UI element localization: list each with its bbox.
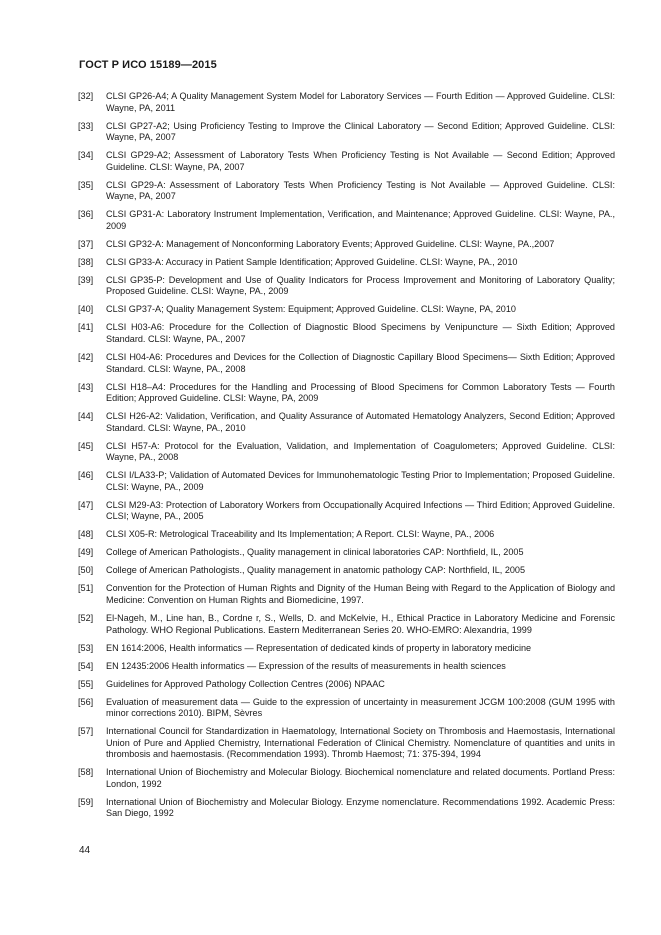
reference-number: [34] bbox=[78, 150, 94, 161]
reference-number: [44] bbox=[78, 411, 94, 422]
reference-text: EN 12435:2006 Health informatics — Expression of the results of measurements in health sciences bbox=[106, 660, 506, 671]
reference-number: [46] bbox=[78, 470, 94, 481]
reference-item bbox=[78, 679, 615, 691]
reference-number: [40] bbox=[78, 304, 94, 315]
reference-number: [50] bbox=[78, 565, 94, 576]
reference-text: International Union of Biochemistry and Molecular Biology. Biochemical nomenclature and related documents. Portland Press: London, 1992 bbox=[106, 767, 615, 789]
reference-number: [58] bbox=[78, 767, 94, 778]
reference-number: [48] bbox=[78, 529, 94, 540]
reference-item bbox=[78, 726, 615, 761]
reference-item bbox=[78, 661, 615, 673]
reference-number: [37] bbox=[78, 238, 94, 249]
reference-text: CLSI H04-A6: Procedures and Devices for the Collection of Diagnostic Capillary Blood Specimens— Sixth Edition; Approved Standard. CLSI: Wayne, PA., 2008 bbox=[106, 352, 615, 374]
reference-text: CLSI H03-A6: Procedure for the Collection of Diagnostic Blood Specimens by Venipuncture — Sixth Edition; Approved Standard. CLSI: Wayne, PA., 2007 bbox=[106, 322, 615, 345]
reference-item bbox=[78, 257, 615, 269]
reference-text: College of American Pathologists., Quality management in clinical laboratories CAP: Northfield, IL, 2005 bbox=[106, 547, 524, 558]
reference-number: [45] bbox=[78, 440, 94, 451]
reference-item bbox=[78, 547, 615, 559]
reference-item bbox=[78, 529, 615, 541]
reference-item bbox=[78, 643, 615, 655]
reference-item bbox=[78, 91, 615, 114]
reference-text: Evaluation of measurement data — Guide to the expression of uncertainty in measurement JCGM 100:2008 (GUM 1995 with minor corrections 2010). BIPM, Sèvres bbox=[106, 696, 615, 719]
reference-number: [55] bbox=[78, 678, 94, 689]
reference-number: [36] bbox=[78, 209, 94, 220]
reference-item bbox=[78, 322, 615, 345]
reference-text: CLSI GP29-A2; Assessment of Laboratory Tests When Proficiency Testing is Not Available — Second Edition; Approved Guideline. CLSI: Wayne, PA, 2007 bbox=[106, 150, 615, 172]
reference-text: CLSI GP27-A2; Using Proficiency Testing to Improve the Clinical Laboratory — Second Edition; Approved Guideline. CLSI: Wayne, PA, 2007 bbox=[106, 120, 615, 143]
reference-text: CLSI GP26-A4; A Quality Management System Model for Laboratory Services — Fourth Edition — Approved Guideline. CLSI: Wayne, PA, 2011 bbox=[106, 91, 615, 113]
reference-number: [53] bbox=[78, 642, 94, 653]
reference-item bbox=[78, 797, 615, 820]
reference-text: CLSI M29-A3: Protection of Laboratory Workers from Occupationally Acquired Infections — Third Edition; Approved Guideline. CLSI; Wayne, PA., 2005 bbox=[106, 499, 615, 522]
reference-number: [49] bbox=[78, 547, 94, 558]
reference-number: [47] bbox=[78, 499, 94, 510]
reference-item bbox=[78, 583, 615, 606]
reference-text: CLSI H18–A4: Procedures for the Handling and Processing of Blood Specimens for Common Laboratory Tests — Fourth Edition; Approved Guideline. CLSI: Wayne, PA, 2009 bbox=[106, 381, 615, 404]
reference-item bbox=[78, 352, 615, 375]
reference-number: [35] bbox=[78, 179, 94, 190]
reference-text: CLSI X05-R: Metrological Traceability and Its Implementation; A Report. CLSI: Wayne, PA., 2006 bbox=[106, 529, 495, 540]
reference-item bbox=[78, 209, 615, 232]
reference-item bbox=[78, 613, 615, 636]
reference-item bbox=[78, 304, 615, 316]
reference-number: [43] bbox=[78, 381, 94, 392]
reference-item bbox=[78, 470, 615, 493]
reference-text: College of American Pathologists., Quality management in anatomic pathology CAP: Northfield, IL, 2005 bbox=[106, 565, 526, 576]
reference-text: International Council for Standardization in Haematology, International Society on Thrombosis and Haemostasis, International Union of Pure and Applied Chemistry, International Federation of Clinical Chemistry. Nomenclature of quantities and units in thrombosis and haemostasis. (Recommendation 1993). Thromb Haemost; 71: 375-394, 1994 bbox=[106, 726, 615, 760]
reference-text: CLSI GP35-P: Development and Use of Quality Indicators for Process Improvement and Monitoring of Laboratory Quality; Proposed Guideline. CLSI: Wayne, PA., 2009 bbox=[106, 274, 615, 297]
reference-item bbox=[78, 411, 615, 434]
reference-item bbox=[78, 150, 615, 173]
reference-number: [54] bbox=[78, 660, 94, 671]
reference-list bbox=[78, 91, 615, 826]
reference-item bbox=[78, 697, 615, 720]
page-number: 44 bbox=[79, 845, 91, 856]
reference-item bbox=[78, 121, 615, 144]
reference-number: [33] bbox=[78, 120, 94, 131]
reference-number: [39] bbox=[78, 274, 94, 285]
reference-item bbox=[78, 441, 615, 464]
reference-text: CLSI H57-A: Protocol for the Evaluation, Validation, and Implementation of Coagulometers; Approved Guideline. CLSI: Wayne, PA., 2008 bbox=[106, 440, 615, 463]
reference-item bbox=[78, 239, 615, 251]
reference-number: [57] bbox=[78, 726, 94, 737]
reference-text: CLSI GP31-A: Laboratory Instrument Implementation, Verification, and Maintenance; Approved Guideline. CLSI: Wayne, PA., 2009 bbox=[106, 209, 615, 231]
reference-item bbox=[78, 767, 615, 790]
document-header: ГОСТ Р ИСО 15189—2015 bbox=[79, 59, 217, 71]
reference-text: International Union of Biochemistry and Molecular Biology. Enzyme nomenclature. Recommendations 1992. Academic Press: San Diego, 1992 bbox=[106, 796, 615, 819]
reference-number: [56] bbox=[78, 696, 94, 707]
reference-text: CLSI H26-A2: Validation, Verification, and Quality Assurance of Automated Hematology Analyzers, Second Edition; Approved Standard. CLSI: Wayne, PA., 2010 bbox=[106, 411, 615, 433]
reference-number: [42] bbox=[78, 352, 94, 362]
reference-number: [52] bbox=[78, 613, 94, 623]
reference-text: CLSI I/LA33-P; Validation of Automated Devices for Immunohematologic Testing Prior to Implementation; Proposed Guideline. CLSI: Wayne, PA., 2009 bbox=[106, 470, 615, 492]
reference-text: El-Nageh, M., Line han, B., Cordne r, S., Wells, D. and McKelvie, H., Ethical Practice in Laboratory Medicine and Forensic Pathology. WHO Regional Publications. Eastern Mediterranean Series 20. WHO-EMRO: Alexandria, 1999 bbox=[106, 613, 615, 635]
reference-number: [51] bbox=[78, 583, 94, 594]
reference-number: [41] bbox=[78, 322, 94, 333]
reference-item bbox=[78, 500, 615, 523]
reference-text: Convention for the Protection of Human Rights and Dignity of the Human Being with Regard to the Application of Biology and Medicine: Convention on Human Rights and Biomedicine, 1997. bbox=[106, 583, 615, 606]
reference-text: Guidelines for Approved Pathology Collection Centres (2006) NPAAC bbox=[106, 678, 385, 689]
reference-text: CLSI GP33-A: Accuracy in Patient Sample Identification; Approved Guideline. CLSI: Wayne, PA., 2010 bbox=[106, 256, 518, 267]
reference-text: CLSI GP29-A: Assessment of Laboratory Tests When Proficiency Testing is Not Available — Approved Guideline. CLSI: Wayne, PA, 2007 bbox=[106, 179, 615, 202]
reference-number: [38] bbox=[78, 256, 94, 267]
reference-number: [32] bbox=[78, 91, 94, 101]
reference-number: [59] bbox=[78, 796, 94, 807]
reference-text: CLSI GP32-A: Management of Nonconforming Laboratory Events; Approved Guideline. CLSI: Wayne, PA.,2007 bbox=[106, 238, 555, 249]
reference-text: EN 1614:2006, Health informatics — Representation of dedicated kinds of property in laboratory medicine bbox=[106, 642, 532, 653]
reference-item bbox=[78, 565, 615, 577]
reference-item bbox=[78, 275, 615, 298]
reference-text: CLSI GP37-A; Quality Management System: Equipment; Approved Guideline. CLSI: Wayne, PA, 2010 bbox=[106, 304, 516, 315]
reference-item bbox=[78, 382, 615, 405]
reference-item bbox=[78, 180, 615, 203]
